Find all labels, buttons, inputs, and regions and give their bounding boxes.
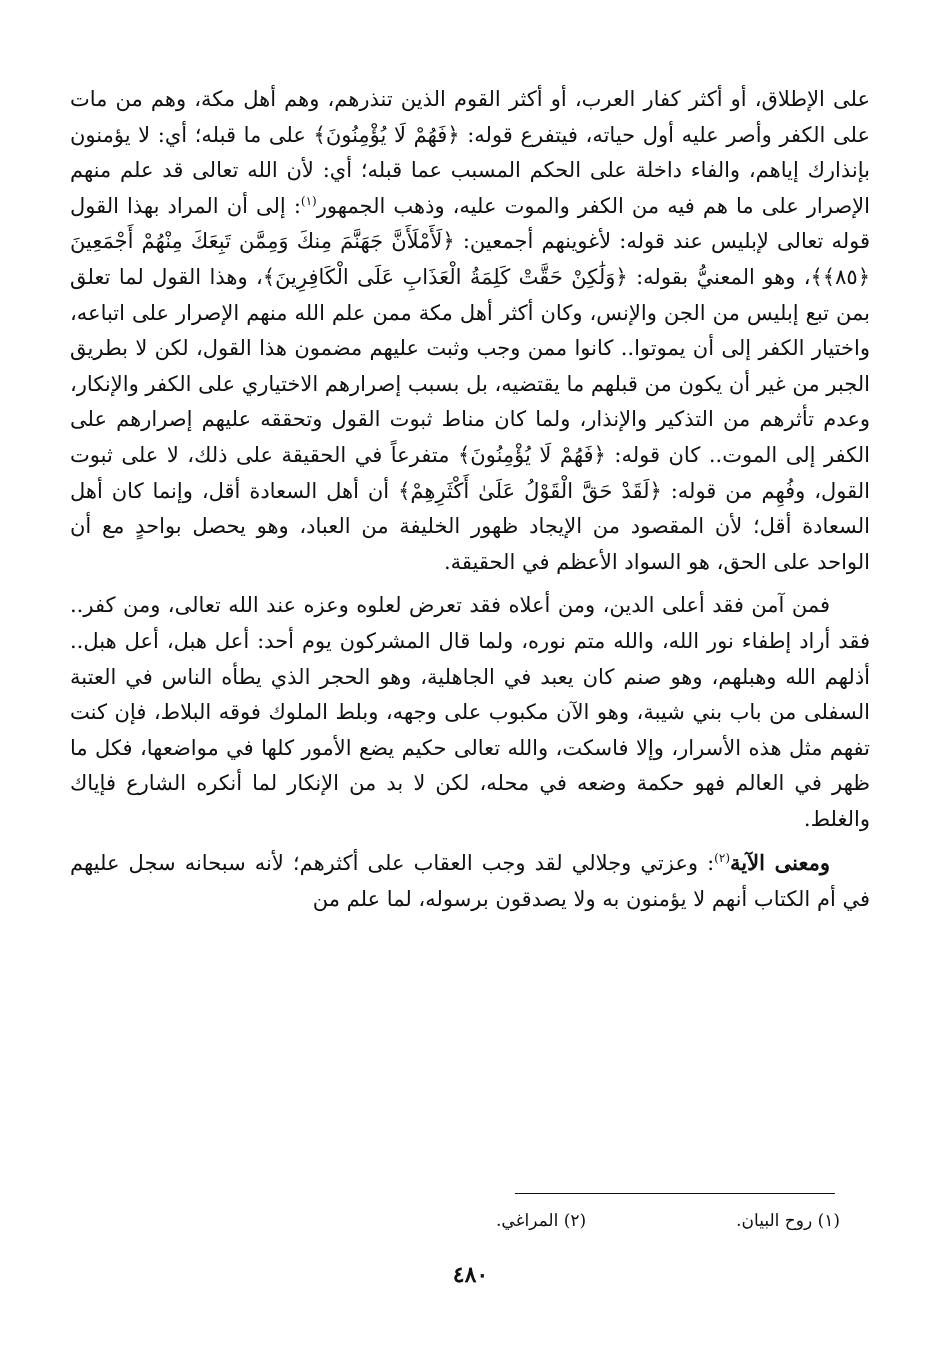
paragraph-3 bbox=[70, 845, 870, 917]
paragraph-3-text: : وعزتي وجلالي لقد وجب العقاب على أكثرهم؛ لأنه سبحانه سجل عليهم في أم الكتاب أنهم لا يؤمنون به ولا يصدقون برسوله، لما علم من bbox=[70, 851, 870, 912]
footnotes bbox=[270, 1208, 840, 1234]
footnote-2 bbox=[496, 1208, 586, 1234]
paragraph-1-text: على الإطلاق، أو أكثر كفار العرب، أو أكثر القوم الذين تنذرهم، وهم أهل مكة، وهم من مات على الكفر وأصر عليه أول حياته، فيتفرع قوله: ﴿فَهُمْ لَا يُؤْمِنُونَ﴾ على ما قبله؛ أي: لا يؤمنون بإنذارك إياهم، والفاء داخلة على الحكم المسبب عما قبله؛ أي: لأن الله تعالى قد علم منهم الإصرار على ما هم فيه من الكفر والموت عليه، وذهب الجمهور bbox=[70, 87, 870, 218]
footnote-1-text: (١) روح البيان. bbox=[736, 1211, 840, 1231]
footnote-ref-2: (٢) bbox=[714, 851, 730, 866]
footnote-divider bbox=[515, 1193, 835, 1194]
footnote-2-text: (٢) المراغي. bbox=[496, 1211, 587, 1231]
paragraph-1 bbox=[70, 82, 870, 580]
footnote-ref-1: (١) bbox=[300, 193, 317, 208]
page-number: ٤٨٠ bbox=[452, 1262, 489, 1288]
footnote-1 bbox=[736, 1208, 840, 1234]
page-body bbox=[70, 82, 870, 918]
paragraph-1-text-continued: : إلى أن المراد بهذا القول قوله تعالى لإبليس عند قوله: لأغوينهم أجمعين: ﴿لَأَمْلَأَنَّ جَهَنَّمَ مِنكَ وَمِمَّن تَبِعَكَ مِنْهُمْ أَجْمَعِينَ ﴿٨٥﴾﴾، وهو المعنيُّ بقوله: ﴿وَلَٰكِنْ حَقَّتْ كَلِمَةُ الْعَذَابِ عَلَى الْكَافِرِينَ﴾، وهذا القول لما تعلق بمن تبع إبليس من الجن والإنس، وكان أكثر أهل مكة ممن علم الله منهم الإصرار على اتباعه، واختيار الكفر إلى أن يموتوا.. كانوا ممن وجب وثبت عليهم مضمون هذا القول، لكن لا بطريق الجبر من غير أن يكون من قبلهم ما يقتضيه، بل بسبب إصرارهم الاختياري على الكفر والإنكار، وعدم تأثرهم من التذكير والإنذار، ولما كان مناط ثبوت القول وتحققه عليهم إصرارهم على الكفر إلى الموت.. كان قوله: ﴿فَهُمْ لَا يُؤْمِنُونَ﴾ متفرعاً في الحقيقة على ذلك، لا على ثبوت القول، وفُهِم من قوله: ﴿لَقَدْ حَقَّ الْقَوْلُ عَلَىٰ أَكْثَرِهِمْ﴾ أن أهل السعادة أقل، وإنما كان أهل السعادة أقل؛ لأن المقصود من الإيجاد ظهور الخليفة من العباد، وهو يحصل بواحدٍ مع أن الواحد على الحق، هو السواد الأعظم في الحقيقة. bbox=[70, 193, 870, 574]
paragraph-3-lead: ومعنى الآية bbox=[730, 850, 830, 876]
paragraph-2 bbox=[70, 588, 870, 837]
paragraph-2-text: فمن آمن فقد أعلى الدين، ومن أعلاه فقد تعرض لعلوه وعزه عند الله تعالى، ومن كفر.. فقد أراد إطفاء نور الله، والله متم نوره، ولما قال المشركون يوم أحد: أعل هبل، أعل هبل.. أذلهم الله وهبلهم، وهو صنم كان يعبد في الجاهلية، وهو الحجر الذي يطأه الناس في العتبة السفلى من باب بني شيبة، وهو الآن مكبوب على وجهه، وبلط الملوك فوقه البلاط، فإن كنت تفهم مثل هذه الأسرار، وإلا فاسكت، والله تعالى حكيم يضع الأمور كلها في مواضعها، فكل ما ظهر في العالم فهو حكمة وضعه في محله، لكن لا بد من الإنكار لما أنكره الشارع فإياك والغلط. bbox=[70, 593, 871, 831]
